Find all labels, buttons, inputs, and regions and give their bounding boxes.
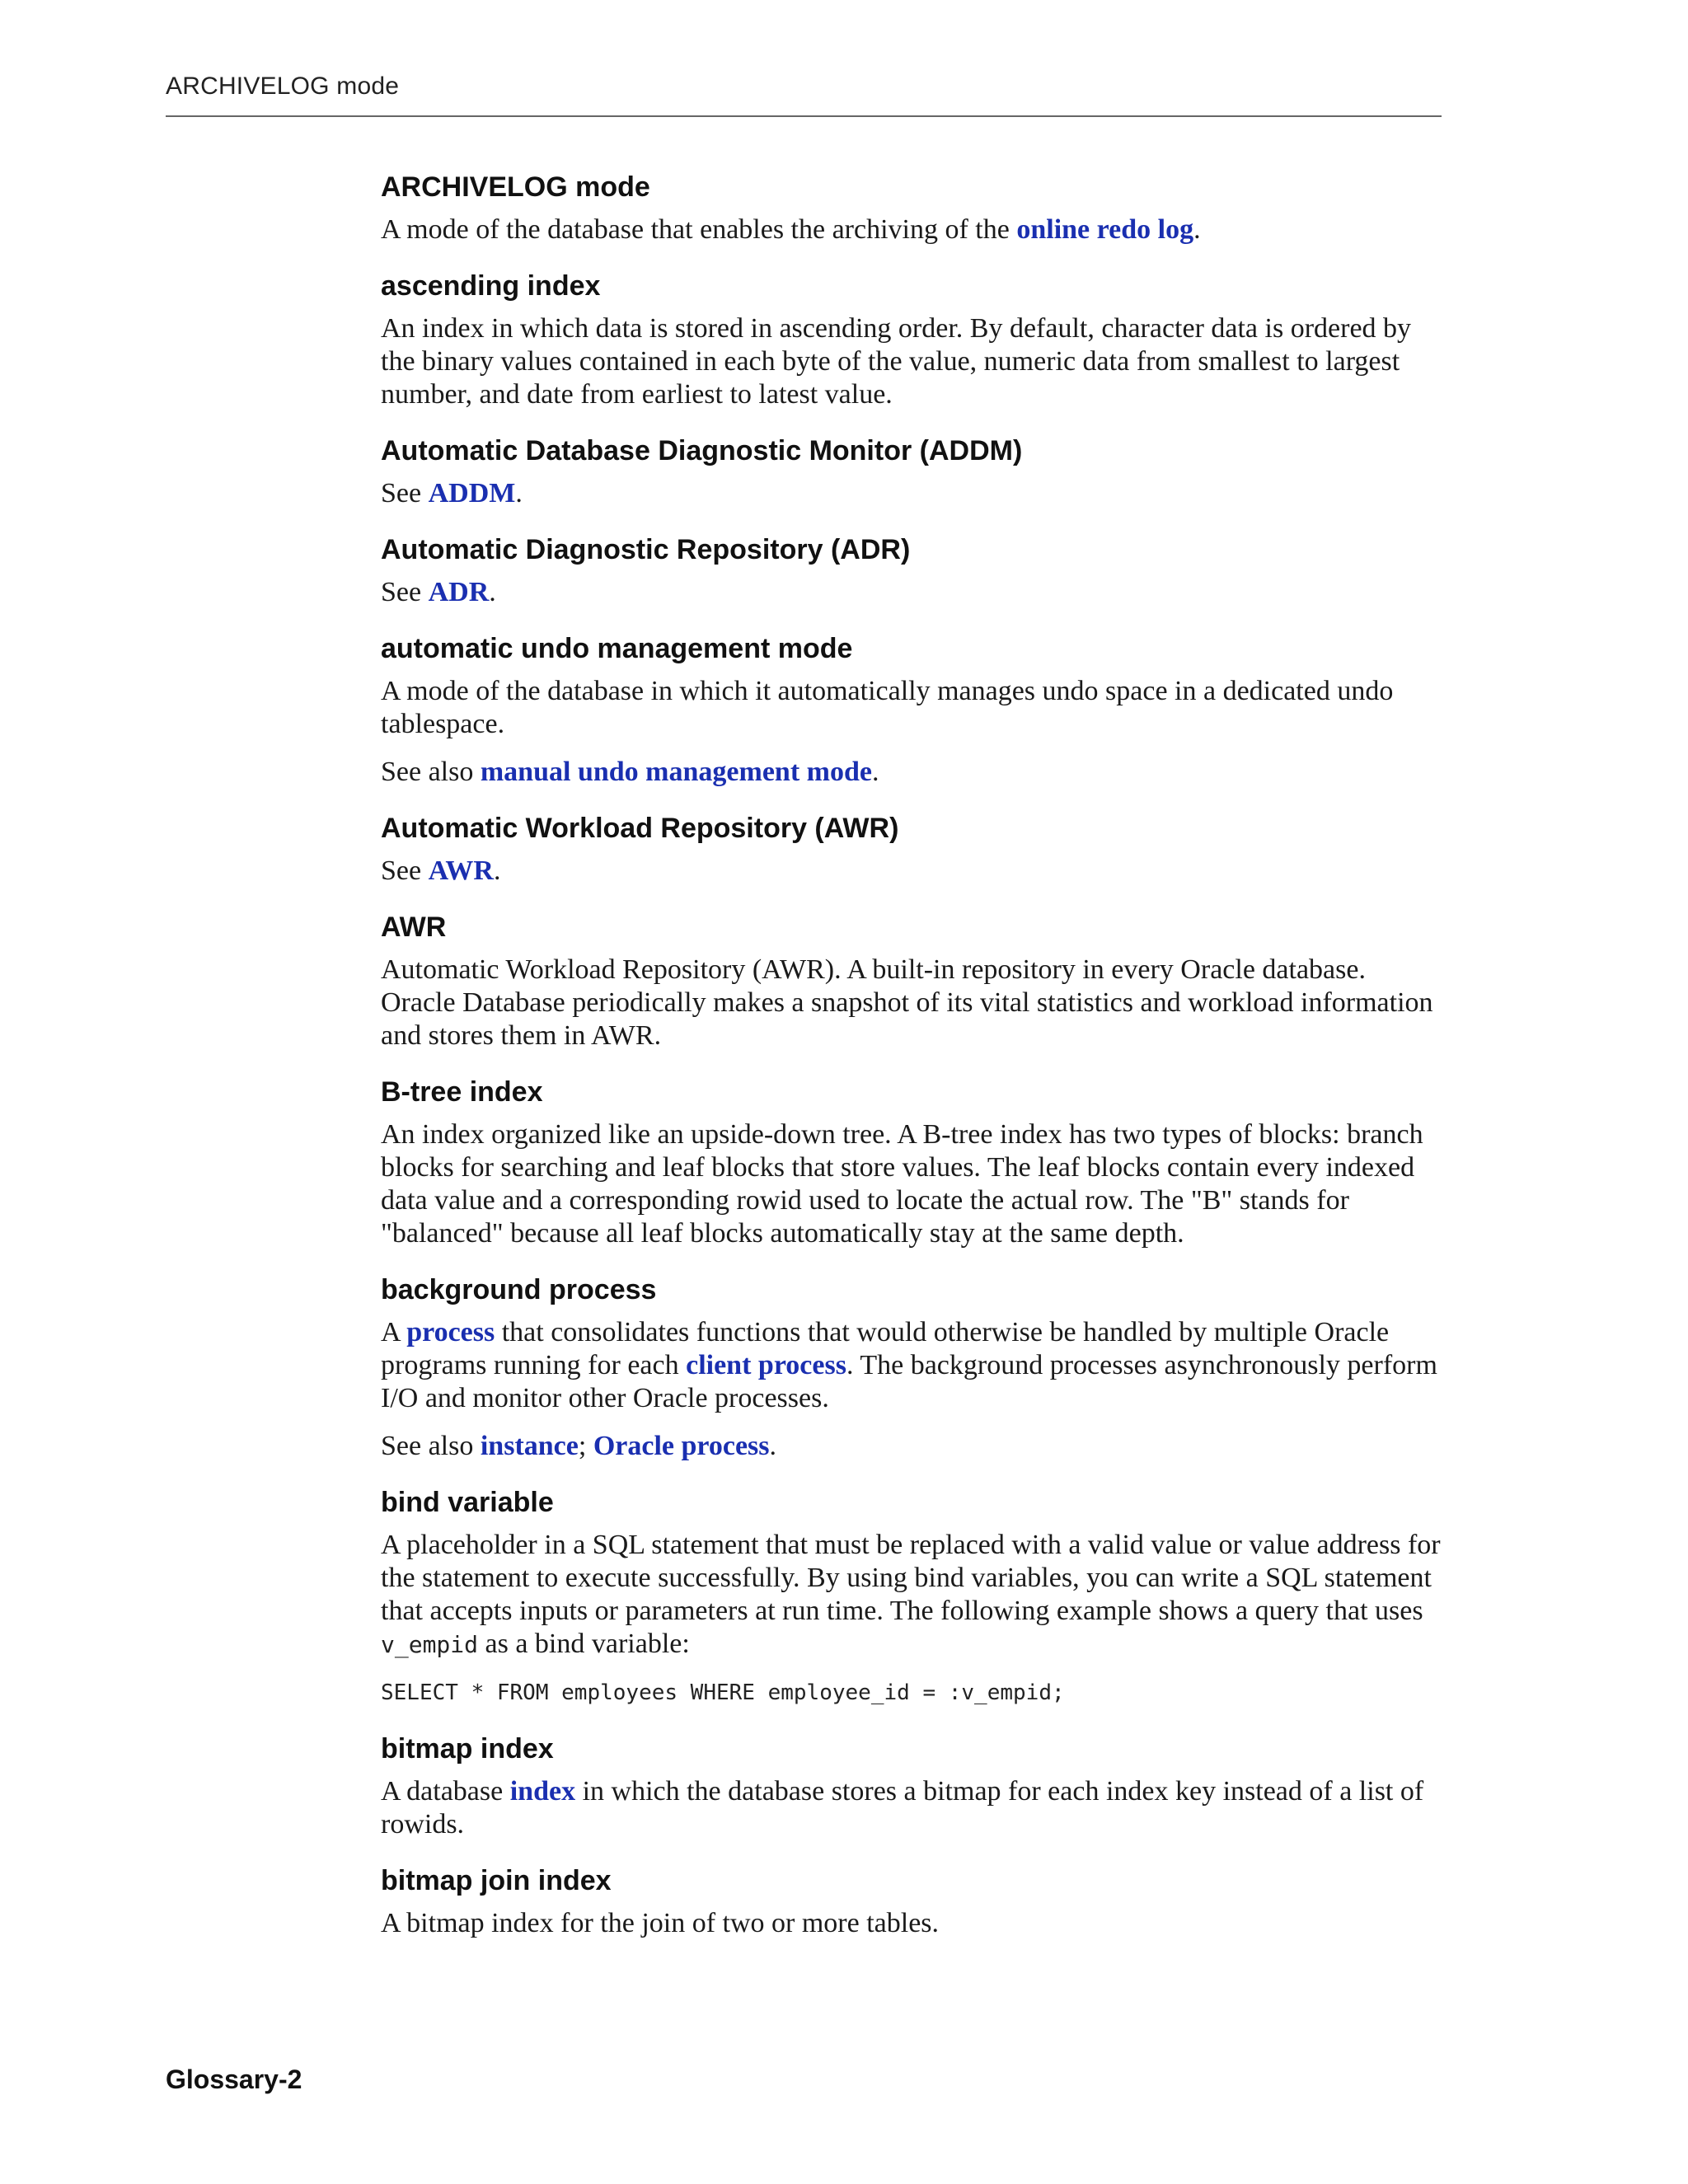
page-footer-label: Glossary-2 [166, 2064, 302, 2094]
see-reference [381, 855, 1444, 888]
see-reference [381, 576, 1444, 609]
running-header: ARCHIVELOG mode [166, 73, 400, 100]
link-online-redo-log[interactable]: online redo log [1016, 214, 1194, 245]
see-reference [381, 477, 1444, 510]
glossary-content [381, 169, 1444, 1961]
definition: A bitmap index for the join of two or more tables. [381, 1908, 940, 1938]
definition: An index organized like an upside-down tree. A B-tree index has two types of blocks: branch blocks for searching and leaf blocks that store values. The leaf blocks contain every indexed data value and a corresponding rowid used to locate the actual row. The "B" stands for "balanced" because all leaf blocks automatically stay at the same depth. [381, 1119, 1423, 1249]
see-also-label: See also [381, 1431, 481, 1461]
entry-bitmap-join-index [381, 1863, 1444, 1940]
definition-text: A database [381, 1776, 510, 1807]
see-also-reference [381, 756, 1444, 789]
term-heading: ascending index [381, 270, 601, 302]
term-heading: AWR [381, 912, 447, 943]
entry-addm-full [381, 433, 1444, 510]
term-heading: automatic undo management mode [381, 633, 853, 664]
link-process[interactable]: process [406, 1317, 495, 1347]
term-heading: bind variable [381, 1487, 554, 1518]
see-also-reference [381, 1430, 1444, 1463]
code-example: SELECT * FROM employees WHERE employee_id = :v_empid; [381, 1680, 1065, 1705]
term-heading: background process [381, 1274, 657, 1305]
link-client-process[interactable]: client process [686, 1350, 846, 1380]
link-awr[interactable]: AWR [428, 855, 494, 886]
definition-text: in which the database stores a bitmap for each index key instead of a list of rowids. [381, 1776, 1424, 1840]
definition-text: . [1193, 214, 1201, 245]
link-oracle-process[interactable]: Oracle process [593, 1431, 770, 1461]
term-heading: Automatic Workload Repository (AWR) [381, 813, 899, 844]
definition-text: A [381, 1317, 407, 1347]
term-heading: B-tree index [381, 1076, 543, 1108]
see-label: See [381, 855, 429, 886]
punctuation: . [871, 757, 879, 787]
definition-text: . The background processes asynchronously perform I/O and monitor other Oracle processes. [381, 1350, 1437, 1413]
link-index[interactable]: index [509, 1776, 576, 1807]
punctuation: . [515, 478, 523, 509]
see-label: See [381, 577, 429, 607]
definition-text: that consolidates functions that would otherwise be handled by multiple Oracle programs running for each [381, 1317, 1390, 1380]
term-heading: bitmap index [381, 1733, 554, 1765]
entry-awr [381, 909, 1444, 1052]
definition: An index in which data is stored in ascending order. By default, character data is ordered by the binary values contained in each byte of the value, numeric data from smallest to largest number, and date from earliest to latest value. [381, 313, 1412, 410]
entry-bitmap-index [381, 1731, 1444, 1841]
definition-text: as a bind variable: [478, 1629, 690, 1659]
entry-archivelog-mode [381, 169, 1444, 246]
link-addm[interactable]: ADDM [428, 478, 516, 509]
definition [381, 1775, 1444, 1841]
entry-awr-full [381, 810, 1444, 888]
punctuation: . [769, 1431, 777, 1461]
entry-ascending-index [381, 268, 1444, 411]
inline-code: v_empid [381, 1631, 479, 1658]
definition [381, 1316, 1444, 1415]
term-heading: ARCHIVELOG mode [381, 171, 650, 203]
entry-b-tree-index [381, 1074, 1444, 1250]
definition [381, 1529, 1444, 1661]
definition-text: A placeholder in a SQL statement that must be replaced with a valid value or value address for the statement to execute successfully. By using bind variables, you can write a SQL statement that accepts inputs or parameters at run time. The following example shows a query that uses [381, 1530, 1441, 1626]
header-rule [166, 115, 1442, 117]
see-label: See [381, 478, 429, 509]
link-manual-undo-management-mode[interactable]: manual undo management mode [480, 757, 872, 787]
definition: A mode of the database in which it automatically manages undo space in a dedicated undo tablespace. [381, 676, 1394, 739]
punctuation: . [493, 855, 501, 886]
entry-adr-full [381, 532, 1444, 609]
link-instance[interactable]: instance [480, 1431, 579, 1461]
entry-bind-variable [381, 1484, 1444, 1709]
separator: ; [578, 1431, 593, 1461]
definition: Automatic Workload Repository (AWR). A built-in repository in every Oracle database. Oracle Database periodically makes a snapshot of its vital statistics and workload information and stores them in AWR. [381, 954, 1433, 1051]
term-heading: Automatic Database Diagnostic Monitor (ADDM) [381, 435, 1023, 466]
definition [381, 213, 1444, 246]
entry-automatic-undo-management-mode [381, 630, 1444, 789]
term-heading: bitmap join index [381, 1865, 612, 1896]
definition-text: A mode of the database that enables the archiving of the [381, 214, 1017, 245]
entry-background-process [381, 1272, 1444, 1463]
see-also-label: See also [381, 757, 481, 787]
term-heading: Automatic Diagnostic Repository (ADR) [381, 534, 911, 565]
link-adr[interactable]: ADR [428, 577, 490, 607]
punctuation: . [489, 577, 496, 607]
